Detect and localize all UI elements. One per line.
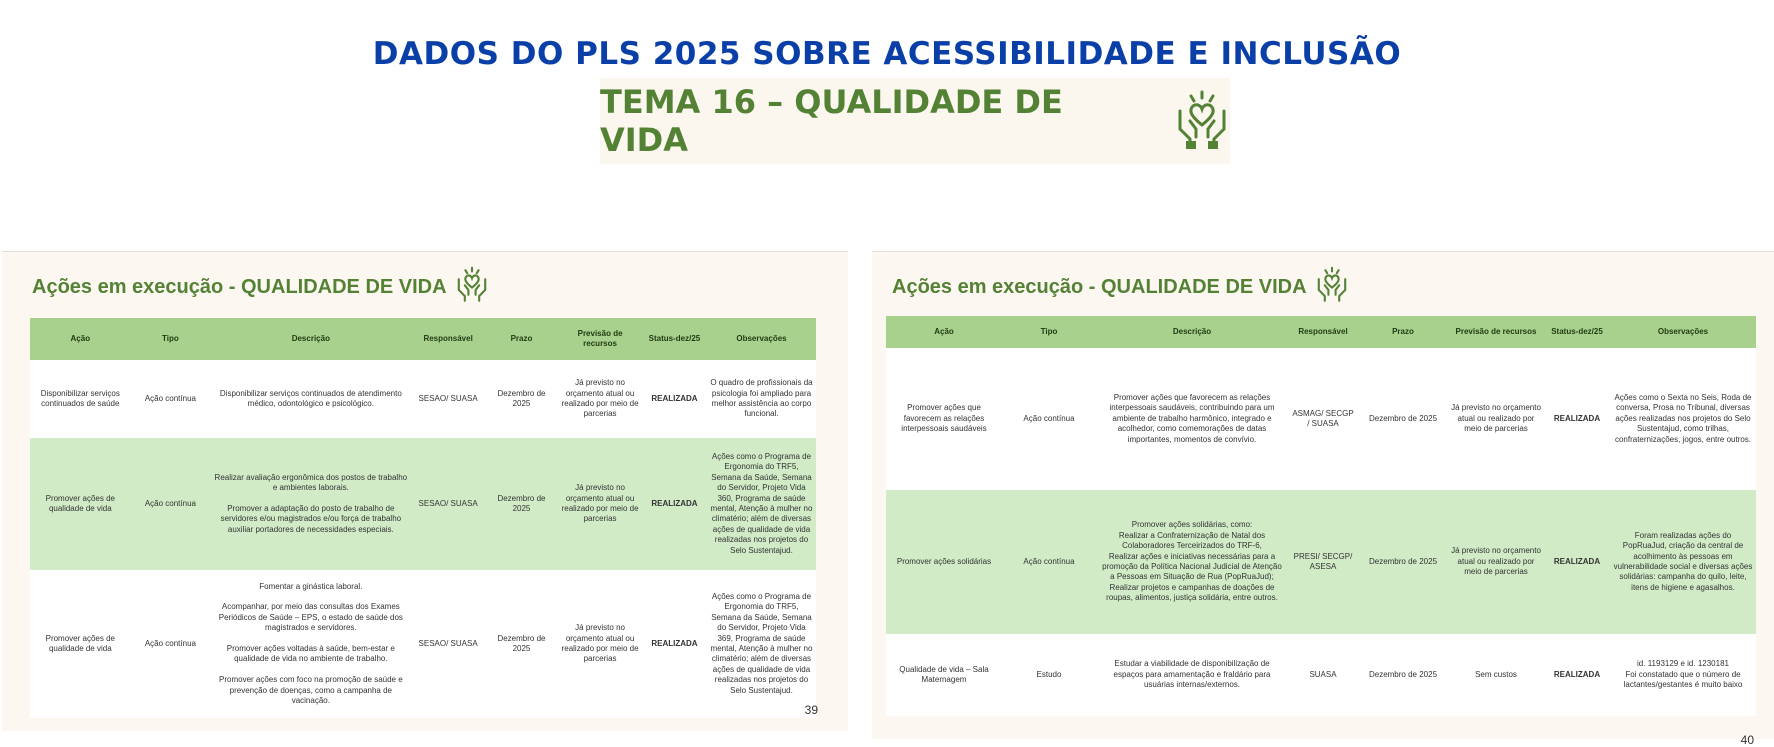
cell-responsavel: SESAO/ SUASA (411, 570, 484, 718)
cell-previsao: Já previsto no orçamento atual ou realizado por meio de parcerias (1448, 490, 1544, 634)
column-header: Descrição (1096, 316, 1288, 348)
column-header: Prazo (485, 318, 558, 360)
cell-observacoes: Ações como o Sexta no Seis, Roda de conversa, Prosa no Tribunal, diversas ações realizadas nos projetos do Selo Sustentajud, como trilhas, confraternizações, jogos, entre outros. (1610, 348, 1756, 490)
cell-tipo: Ação contínua (131, 438, 211, 570)
cell-tipo: Estudo (1002, 634, 1096, 716)
cell-status: REALIZADA (642, 360, 707, 438)
cell-previsao: Já previsto no orçamento atual ou realizado por meio de parcerias (558, 570, 642, 718)
actions-table (886, 316, 1756, 716)
column-header: Responsável (411, 318, 484, 360)
cell-observacoes: Foram realizadas ações do PopRuaJud, criação da central de acolhimento às pessoas em vulnerabilidade social e diversas ações solidárias: campanha do quilo, leite, itens de higiene e agasalhos. (1610, 490, 1756, 634)
column-header: Descrição (210, 318, 411, 360)
slide-page-39 (2, 251, 848, 731)
cell-tipo: Ação contínua (1002, 490, 1096, 634)
cell-acao: Promover ações de qualidade de vida (30, 570, 131, 718)
slide-heading-text: Ações em execução - QUALIDADE DE VIDA (32, 275, 447, 298)
cell-tipo: Ação contínua (1002, 348, 1096, 490)
cell-prazo: Dezembro de 2025 (485, 570, 558, 718)
cell-acao: Promover ações de qualidade de vida (30, 438, 131, 570)
hands-heart-icon (1315, 266, 1349, 308)
column-header: Tipo (131, 318, 211, 360)
cell-descricao: Realizar avaliação ergonômica dos postos de trabalho e ambientes laborais. Promover a adaptação do posto de trabalho de servidores e/ou magistrados e/ou força de trabalho auxiliar portadores de necessidades especiais. (210, 438, 411, 570)
cell-status: REALIZADA (1544, 348, 1610, 490)
page-number: 39 (804, 703, 818, 717)
column-header: Ação (30, 318, 131, 360)
theme-banner (600, 78, 1230, 164)
cell-tipo: Ação contínua (131, 360, 211, 438)
cell-acao: Promover ações solidárias (886, 490, 1002, 634)
table-header-row (886, 316, 1756, 348)
cell-prazo: Dezembro de 2025 (1358, 348, 1448, 490)
cell-status: REALIZADA (1544, 634, 1610, 716)
cell-prazo: Dezembro de 2025 (1358, 490, 1448, 634)
slide-heading (892, 266, 1349, 308)
cell-tipo: Ação contínua (131, 570, 211, 718)
table-row (30, 570, 816, 718)
actions-table (30, 318, 816, 718)
cell-descricao: Promover ações solidárias, como: Realizar a Confraternização de Natal dos Colaboradores Terceirizados do TRF-6, Realizar ações e iniciativas necessárias para a promoção da Política Nacional Judicial de Atenção a Pessoas em Situação de Rua (PopRuaJud); Realizar projetos e campanhas de doações de roupas, alimentos, justiça solidária, entre outros. (1096, 490, 1288, 634)
table-header-row (30, 318, 816, 360)
column-header: Status-dez/25 (642, 318, 707, 360)
cell-descricao: Disponibilizar serviços continuados de atendimento médico, odontológico e psicológico. (210, 360, 411, 438)
cell-status: REALIZADA (642, 570, 707, 718)
column-header: Observações (707, 318, 816, 360)
cell-descricao: Promover ações que favorecem as relações interpessoais saudáveis, contribuindo para um ambiente de trabalho harmônico, integrado e acolhedor, como comemorações de datas importantes, momentos de convívio. (1096, 348, 1288, 490)
cell-prazo: Dezembro de 2025 (485, 438, 558, 570)
table-row (886, 348, 1756, 490)
column-header: Tipo (1002, 316, 1096, 348)
table-row (886, 490, 1756, 634)
slide-page-40 (872, 251, 1774, 747)
column-header: Status-dez/25 (1544, 316, 1610, 348)
hands-heart-icon (1174, 89, 1230, 154)
cell-responsavel: PRESI/ SECGP/ ASESA (1288, 490, 1358, 634)
hands-heart-icon (455, 266, 489, 308)
cell-observacoes: Ações como o Programa de Ergonomia do TRF5, Semana da Saúde, Semana do Servidor, Projeto Vida 360, Programa de saúde mental, Atenção à mulher no climatério; além de diversas ações de qualidade de vida realizadas nos projetos do Selo Sustentajud. (707, 438, 816, 570)
table-row (30, 438, 816, 570)
cell-responsavel: ASMAG/ SECGP / SUASA (1288, 348, 1358, 490)
column-header: Ação (886, 316, 1002, 348)
cell-previsao: Sem custos (1448, 634, 1544, 716)
cell-acao: Qualidade de vida – Sala Maternagem (886, 634, 1002, 716)
cell-prazo: Dezembro de 2025 (1358, 634, 1448, 716)
cell-responsavel: SESAO/ SUASA (411, 438, 484, 570)
column-header: Observações (1610, 316, 1756, 348)
cell-responsavel: SESAO/ SUASA (411, 360, 484, 438)
cell-descricao: Fomentar a ginástica laboral. Acompanhar, por meio das consultas dos Exames Periódicos de Saúde – EPS, o estado de saúde dos magistrados e servidores. Promover ações voltadas à saúde, bem-estar e qualidade de vida no ambiente de trabalho. Promover ações com foco na promoção de saúde e prevenção de doenças, como a campanha de vacinação. (210, 570, 411, 718)
cell-status: REALIZADA (642, 438, 707, 570)
cell-observacoes: id. 1193129 e id. 1230181 Foi constatado que o número de lactantes/gestantes é muito baixo (1610, 634, 1756, 716)
cell-status: REALIZADA (1544, 490, 1610, 634)
slide-heading-text: Ações em execução - QUALIDADE DE VIDA (892, 275, 1307, 298)
page-number: 40 (1740, 733, 1754, 747)
cell-acao: Promover ações que favorecem as relações interpessoais saudáveis (886, 348, 1002, 490)
theme-title: TEMA 16 – QUALIDADE DE VIDA (600, 83, 1063, 159)
cell-prazo: Dezembro de 2025 (485, 360, 558, 438)
cell-observacoes: O quadro de profissionais da psicologia foi ampliado para melhor assistência ao corpo funcional. (707, 360, 816, 438)
cell-previsao: Já previsto no orçamento atual ou realizado por meio de parcerias (558, 360, 642, 438)
column-header: Previsão de recursos (1448, 316, 1544, 348)
cell-observacoes: Ações como o Programa de Ergonomia do TRF5, Semana da Saúde, Semana do Servidor, Projeto Vida 369, Programa de saúde mental, Atenção à mulher no climatério; além de diversas ações de qualidade de vida realizadas nos projetos do Selo Sustentajud. (707, 570, 816, 718)
column-header: Previsão de recursos (558, 318, 642, 360)
cell-previsao: Já previsto no orçamento atual ou realizado por meio de parcerias (558, 438, 642, 570)
cell-previsao: Já previsto no orçamento atual ou realizado por meio de parcerias (1448, 348, 1544, 490)
main-title: DADOS DO PLS 2025 SOBRE ACESSIBILIDADE E INCLUSÃO (372, 36, 1402, 72)
cell-responsavel: SUASA (1288, 634, 1358, 716)
cell-descricao: Estudar a viabilidade de disponibilização de espaços para amamentação e fraldário para usuárias internas/externos. (1096, 634, 1288, 716)
column-header: Responsável (1288, 316, 1358, 348)
cell-acao: Disponibilizar serviços continuados de saúde (30, 360, 131, 438)
table-row (30, 360, 816, 438)
column-header: Prazo (1358, 316, 1448, 348)
table-row (886, 634, 1756, 716)
slide-heading (32, 266, 489, 308)
